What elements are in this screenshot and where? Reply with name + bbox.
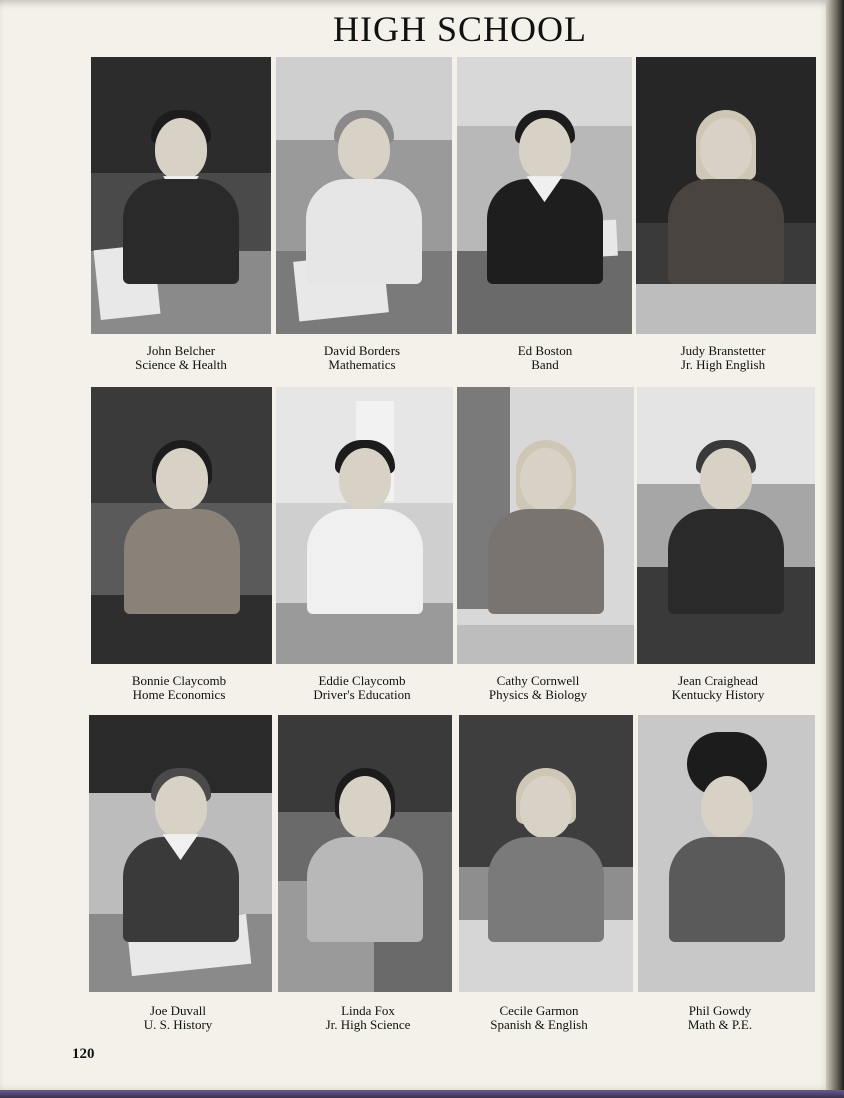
- teacher-subject: Jr. High Science: [325, 1017, 411, 1032]
- teacher-name: Phil Gowdy: [688, 1003, 752, 1018]
- faculty-photo-cornwell: [457, 387, 634, 664]
- faculty-photo-duvall: [89, 715, 272, 992]
- teacher-name: Bonnie Claycomb: [131, 673, 227, 688]
- teacher-name: Linda Fox: [341, 1003, 395, 1018]
- faculty-photo-garmon: [459, 715, 633, 992]
- teacher-subject: Math & P.E.: [687, 1017, 753, 1032]
- teacher-name: Joe Duvall: [150, 1003, 206, 1018]
- caption-branstetter: [633, 344, 813, 372]
- teacher-name: Judy Branstetter: [680, 343, 766, 358]
- teacher-subject: Driver's Education: [313, 687, 411, 702]
- faculty-photo-fox: [278, 715, 452, 992]
- teacher-subject: Physics & Biology: [488, 687, 588, 702]
- teacher-subject: Band: [531, 357, 559, 372]
- page-title: HIGH SCHOOL: [333, 9, 587, 49]
- caption-cornwell: [448, 674, 628, 702]
- faculty-photo-branstetter: [636, 57, 816, 334]
- faculty-photo-bonnie-claycomb: [91, 387, 272, 664]
- caption-belcher: [91, 344, 271, 372]
- teacher-name: Jean Craighead: [678, 673, 758, 688]
- caption-gowdy: [630, 1004, 810, 1032]
- teacher-name: Cathy Cornwell: [496, 673, 580, 688]
- caption-borders: [272, 344, 452, 372]
- caption-boston: [455, 344, 635, 372]
- teacher-subject: Science & Health: [135, 357, 227, 372]
- faculty-photo-borders: [276, 57, 452, 334]
- teacher-subject: Home Economics: [132, 687, 226, 702]
- teacher-name: Cecile Garmon: [499, 1003, 579, 1018]
- teacher-subject: Spanish & English: [490, 1017, 588, 1032]
- teacher-name: David Borders: [323, 343, 401, 358]
- book-spine-shadow: [826, 0, 844, 1098]
- teacher-name: Ed Boston: [517, 343, 573, 358]
- faculty-photo-belcher: [91, 57, 271, 334]
- caption-craighead: [628, 674, 808, 702]
- faculty-photo-gowdy: [638, 715, 815, 992]
- teacher-subject: Kentucky History: [671, 687, 765, 702]
- caption-eddie-claycomb: [272, 674, 452, 702]
- page-bottom-edge: [0, 1090, 844, 1098]
- teacher-name: John Belcher: [146, 343, 216, 358]
- caption-garmon: [449, 1004, 629, 1032]
- teacher-name: Eddie Claycomb: [318, 673, 406, 688]
- teacher-subject: Mathematics: [328, 357, 396, 372]
- teacher-subject: U. S. History: [143, 1017, 213, 1032]
- caption-bonnie-claycomb: [89, 674, 269, 702]
- caption-duvall: [88, 1004, 268, 1032]
- faculty-photo-eddie-claycomb: [276, 387, 453, 664]
- caption-fox: [278, 1004, 458, 1032]
- teacher-subject: Jr. High English: [680, 357, 766, 372]
- faculty-photo-craighead: [637, 387, 815, 664]
- page-number: 120: [72, 1046, 95, 1062]
- faculty-photo-boston: [457, 57, 632, 334]
